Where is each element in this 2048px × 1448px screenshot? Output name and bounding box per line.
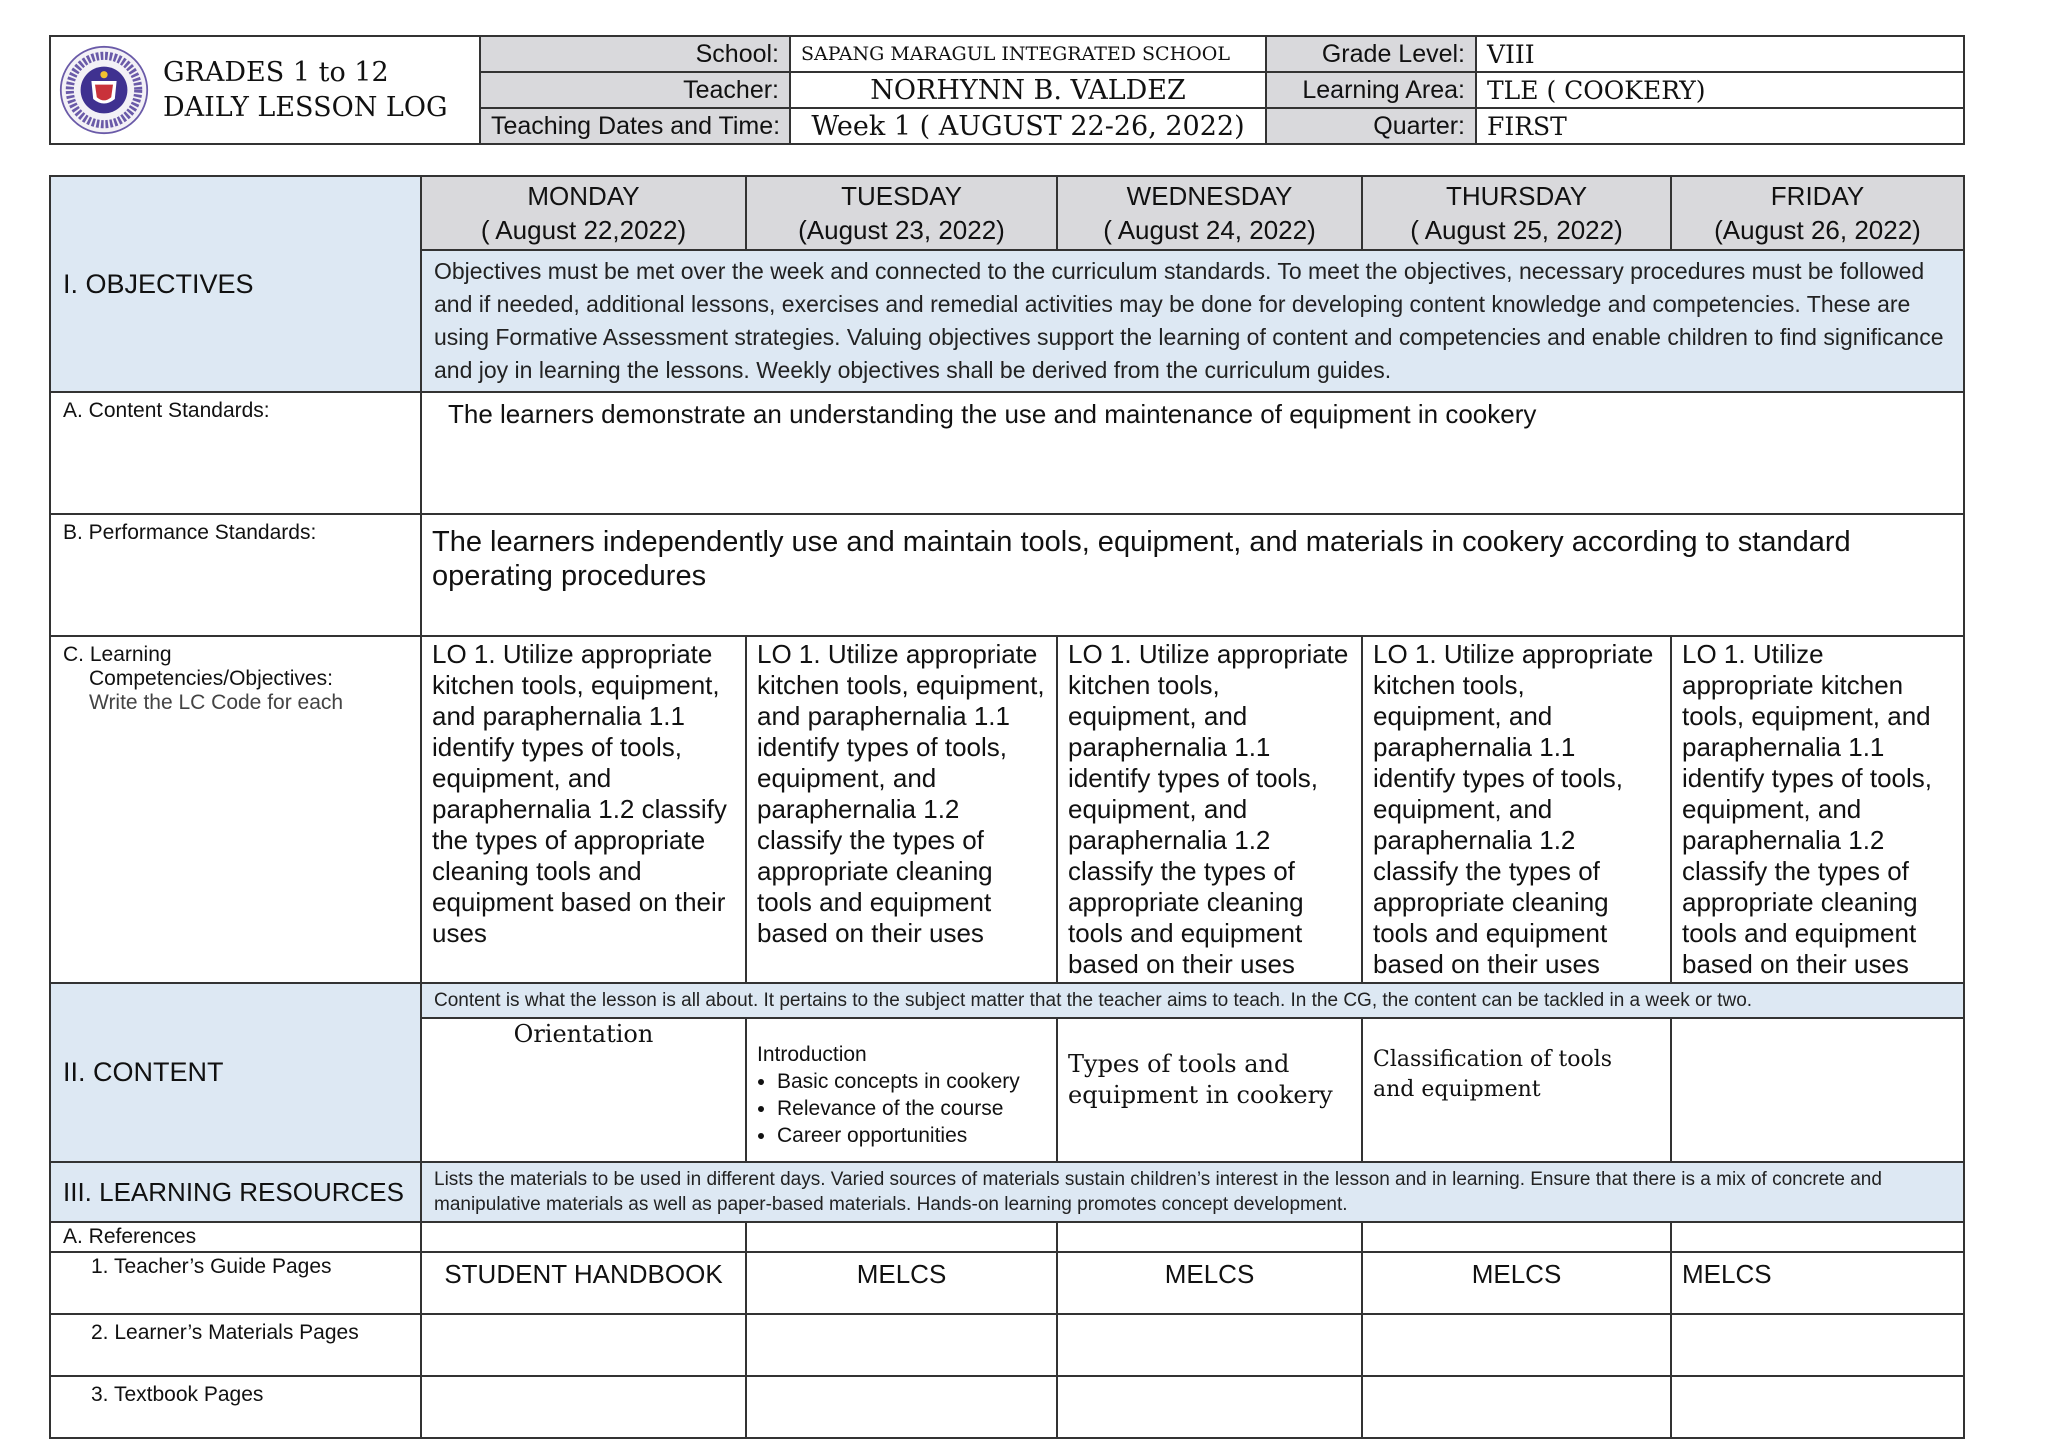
school-value: SAPANG MARAGUL INTEGRATED SCHOOL (790, 36, 1266, 72)
day-header-wednesday: WEDNESDAY ( August 24, 2022) (1057, 176, 1362, 250)
references-thursday (1362, 1222, 1671, 1252)
textbook-pages-label: 3. Textbook Pages (50, 1376, 421, 1438)
header-title-cell (50, 36, 480, 144)
teacher-value: NORHYNN B. VALDEZ (790, 72, 1266, 108)
competency-friday: LO 1. Utilize appropriate kitchen tools, equipment, and paraphernalia 1.1 identify types of tools, equipment, and paraphernalia 1.2 classify the types of appropriate cleaning tools and equipment based on their uses (1671, 636, 1964, 983)
content-friday (1671, 1018, 1964, 1162)
competency-thursday: LO 1. Utilize appropriate kitchen tools, equipment, and paraphernalia 1.1 identify types of tools, equipment, and paraphernalia 1.2 classify the types of appropriate cleaning tools and equipment based on their uses (1362, 636, 1671, 983)
school-label: School: (480, 36, 790, 72)
lm-friday (1671, 1314, 1964, 1376)
day-header-friday: FRIDAY (August 26, 2022) (1671, 176, 1964, 250)
quarter-value: FIRST (1476, 108, 1964, 144)
objectives-section-label: I. OBJECTIVES (50, 176, 421, 392)
performance-standards-text: The learners independently use and maintain tools, equipment, and materials in cookery according to standard operating procedures (421, 514, 1964, 636)
teachers-guide-label: 1. Teacher’s Guide Pages (50, 1252, 421, 1314)
tb-tuesday (746, 1376, 1057, 1438)
title-line-2: DAILY LESSON LOG (163, 92, 448, 123)
tg-friday: MELCS (1671, 1252, 1964, 1314)
tg-tuesday: MELCS (746, 1252, 1057, 1314)
competency-monday: LO 1. Utilize appropriate kitchen tools, equipment, and paraphernalia 1.1 identify types of tools, equipment, and paraphernalia 1.2 classify the types of appropriate cleaning tools and equipment based on their uses (421, 636, 746, 983)
tg-wednesday: MELCS (1057, 1252, 1362, 1314)
learning-area-label: Learning Area: (1266, 72, 1476, 108)
learners-materials-label: 2. Learner’s Materials Pages (50, 1314, 421, 1376)
competency-wednesday: LO 1. Utilize appropriate kitchen tools, equipment, and paraphernalia 1.1 identify types of tools, equipment, and paraphernalia 1.2 classify the types of appropriate cleaning tools and equipment based on their uses (1057, 636, 1362, 983)
content-standards-text: The learners demonstrate an understanding the use and maintenance of equipment in cookery (421, 392, 1964, 514)
content-standards-label: A. Content Standards: (50, 392, 421, 514)
references-wednesday (1057, 1222, 1362, 1252)
day-header-tuesday: TUESDAY (August 23, 2022) (746, 176, 1057, 250)
day-header-thursday: THURSDAY ( August 25, 2022) (1362, 176, 1671, 250)
competency-tuesday: LO 1. Utilize appropriate kitchen tools, equipment, and paraphernalia 1.1 identify types of tools, equipment, and paraphernalia 1.2 classify the types of appropriate cleaning tools and equipment based on their uses (746, 636, 1057, 983)
dates-label: Teaching Dates and Time: (480, 108, 790, 144)
tg-monday: STUDENT HANDBOOK (421, 1252, 746, 1314)
lm-monday (421, 1314, 746, 1376)
references-friday (1671, 1222, 1964, 1252)
grade-level-label: Grade Level: (1266, 36, 1476, 72)
tg-thursday: MELCS (1362, 1252, 1671, 1314)
references-label: A. References (50, 1222, 421, 1252)
lm-tuesday (746, 1314, 1057, 1376)
lesson-log-table (49, 175, 1965, 1439)
tb-monday (421, 1376, 746, 1438)
content-tuesday-item: • Relevance of the course (777, 1095, 1046, 1122)
learning-area-value: TLE ( COOKERY) (1476, 72, 1964, 108)
resources-description: Lists the materials to be used in different days. Varied sources of materials sustain children’s interest in the lesson and in learning. Ensure that there is a mix of concrete and manipulative materials as well as paper-based materials. Hands-on learning promotes concept development. (421, 1162, 1964, 1222)
dates-value: Week 1 ( AUGUST 22-26, 2022) (790, 108, 1266, 144)
content-monday: Orientation (421, 1018, 746, 1162)
references-monday (421, 1222, 746, 1252)
lm-thursday (1362, 1314, 1671, 1376)
content-tuesday: Introduction • Basic concepts in cookery • Relevance of the course • Career opportunities (746, 1018, 1057, 1162)
resources-section-label: III. LEARNING RESOURCES (50, 1162, 421, 1222)
tb-thursday (1362, 1376, 1671, 1438)
performance-standards-label: B. Performance Standards: (50, 514, 421, 636)
tb-wednesday (1057, 1376, 1362, 1438)
content-tuesday-item: • Basic concepts in cookery (777, 1068, 1046, 1095)
content-tuesday-item: • Career opportunities (777, 1122, 1046, 1149)
lm-wednesday (1057, 1314, 1362, 1376)
deped-seal-icon (59, 45, 149, 135)
grade-level-value: VIII (1476, 36, 1964, 72)
objectives-description: Objectives must be met over the week and connected to the curriculum standards. To meet the objectives, necessary procedures must be followed and if needed, additional lessons, exercises and remedial activities may be done for developing content knowledge and competencies. These are using Formative Assessment strategies. Valuing objectives support the learning of content and competencies and enable children to find significance and joy in learning the lessons. Weekly objectives shall be derived from the curriculum guides. (421, 250, 1964, 392)
tb-friday (1671, 1376, 1964, 1438)
references-tuesday (746, 1222, 1057, 1252)
competencies-label: C. Learning Competencies/Objectives: Write the LC Code for each (50, 636, 421, 983)
content-wednesday: Types of tools and equipment in cookery (1057, 1018, 1362, 1162)
content-description: Content is what the lesson is all about. It pertains to the subject matter that the teacher aims to teach. In the CG, the content can be tackled in a week or two. (421, 983, 1964, 1018)
header-table (49, 35, 1965, 145)
title-line-1: GRADES 1 to 12 (163, 57, 389, 88)
content-section-label: II. CONTENT (50, 983, 421, 1162)
quarter-label: Quarter: (1266, 108, 1476, 144)
day-header-monday: MONDAY ( August 22,2022) (421, 176, 746, 250)
content-thursday: Classification of tools and equipment (1362, 1018, 1671, 1162)
teacher-label: Teacher: (480, 72, 790, 108)
